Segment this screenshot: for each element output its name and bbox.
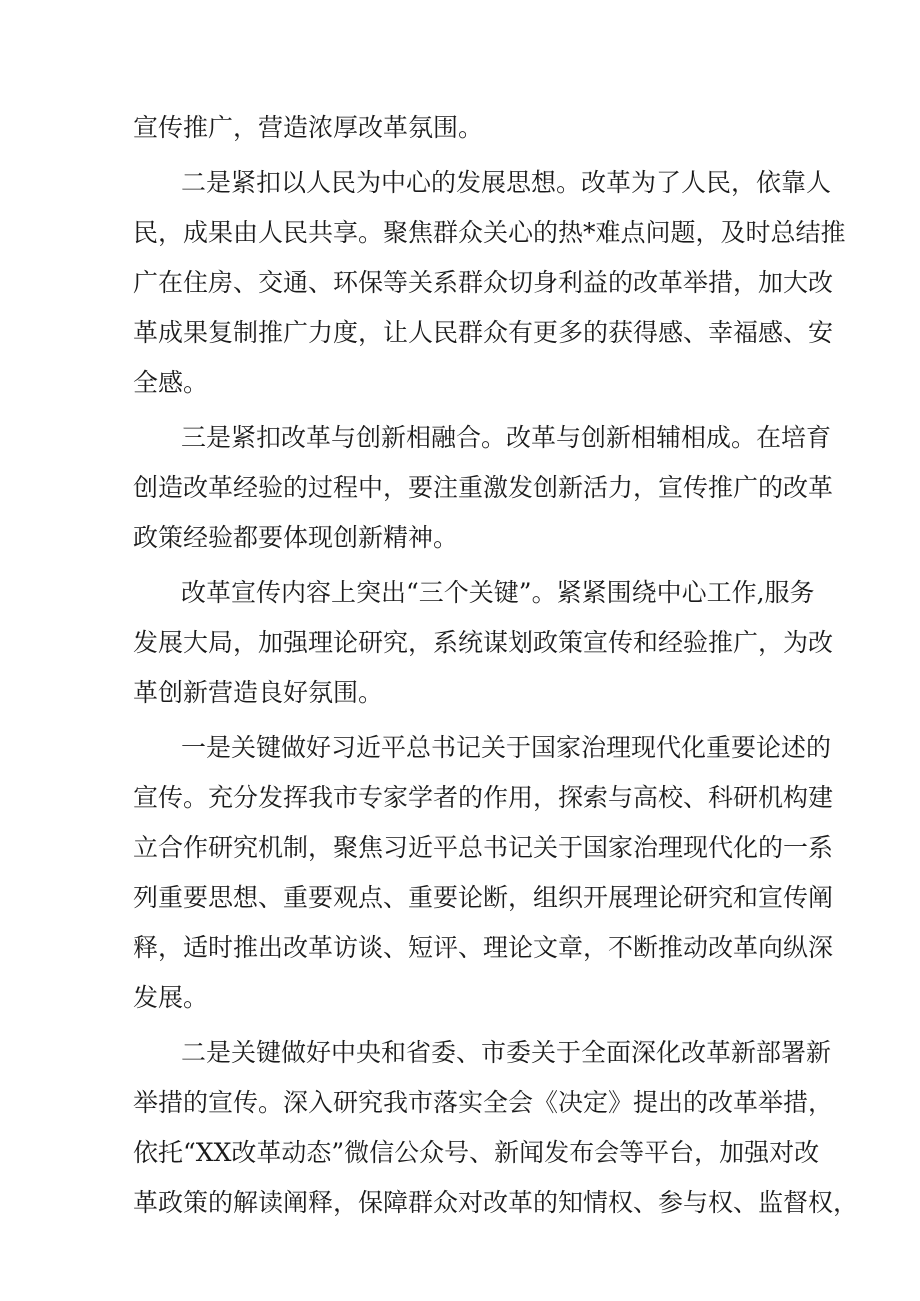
paragraph-first-line: 改革宣传内容上突出“三个关键”。紧紧围绕中心工作,服务 [181, 578, 815, 607]
paragraph-first-line: 一是关键做好习近平总书记关于国家治理现代化重要论述的 [181, 733, 832, 762]
text-line: 立合作研究机制，聚焦习近平总书记关于国家治理现代化的一系 [133, 833, 834, 862]
text-line: 革成果复制推广力度，让人民群众有更多的获得感、幸福感、安 [133, 318, 834, 347]
text-line: 政策经验都要体现创新精神。 [133, 523, 459, 552]
text-line: 列重要思想、重要观点、重要论断，组织开展理论研究和宣传阐 [133, 883, 834, 912]
paragraph-first-line: 二是关键做好中央和省委、市委关于全面深化改革新部署新 [181, 1038, 832, 1067]
paragraph-first-line: 三是紧扣改革与创新相融合。改革与创新相辅相成。在培育 [181, 423, 832, 452]
text-line: 发展大局，加强理论研究，系统谋划政策宣传和经验推广，为改 [133, 628, 834, 657]
text-line: 革创新营造良好氛围。 [133, 678, 384, 707]
text-line: 释，适时推出改革访谈、短评、理论文章，不断推动改革向纵深 [133, 933, 834, 962]
text-line: 广在住房、交通、环保等关系群众切身利益的改革举措，加大改 [133, 268, 834, 297]
text-line: 宣传。充分发挥我市专家学者的作用，探索与高校、科研机构建 [133, 783, 834, 812]
text-line: 依托“XX改革动态”微信公众号、新闻发布会等平台，加强对改 [133, 1138, 820, 1167]
text-line: 发展。 [133, 983, 209, 1012]
text-line: 民，成果由人民共享。聚焦群众关心的热*难点问题，及时总结推 [133, 218, 846, 247]
text-line: 举措的宣传。深入研究我市落实全会《决定》提出的改革举措， [133, 1088, 834, 1117]
text-line: 创造改革经验的过程中，要注重激发创新活力，宣传推广的改革 [133, 473, 834, 502]
text-line: 全感。 [133, 368, 209, 397]
text-line: 革政策的解读阐释，保障群众对改革的知情权、参与权、监督权， [133, 1188, 859, 1217]
paragraph-first-line: 二是紧扣以人民为中心的发展思想。改革为了人民，依靠人 [181, 168, 832, 197]
text-line: 宣传推广，营造浓厚改革氛围。 [133, 113, 484, 142]
